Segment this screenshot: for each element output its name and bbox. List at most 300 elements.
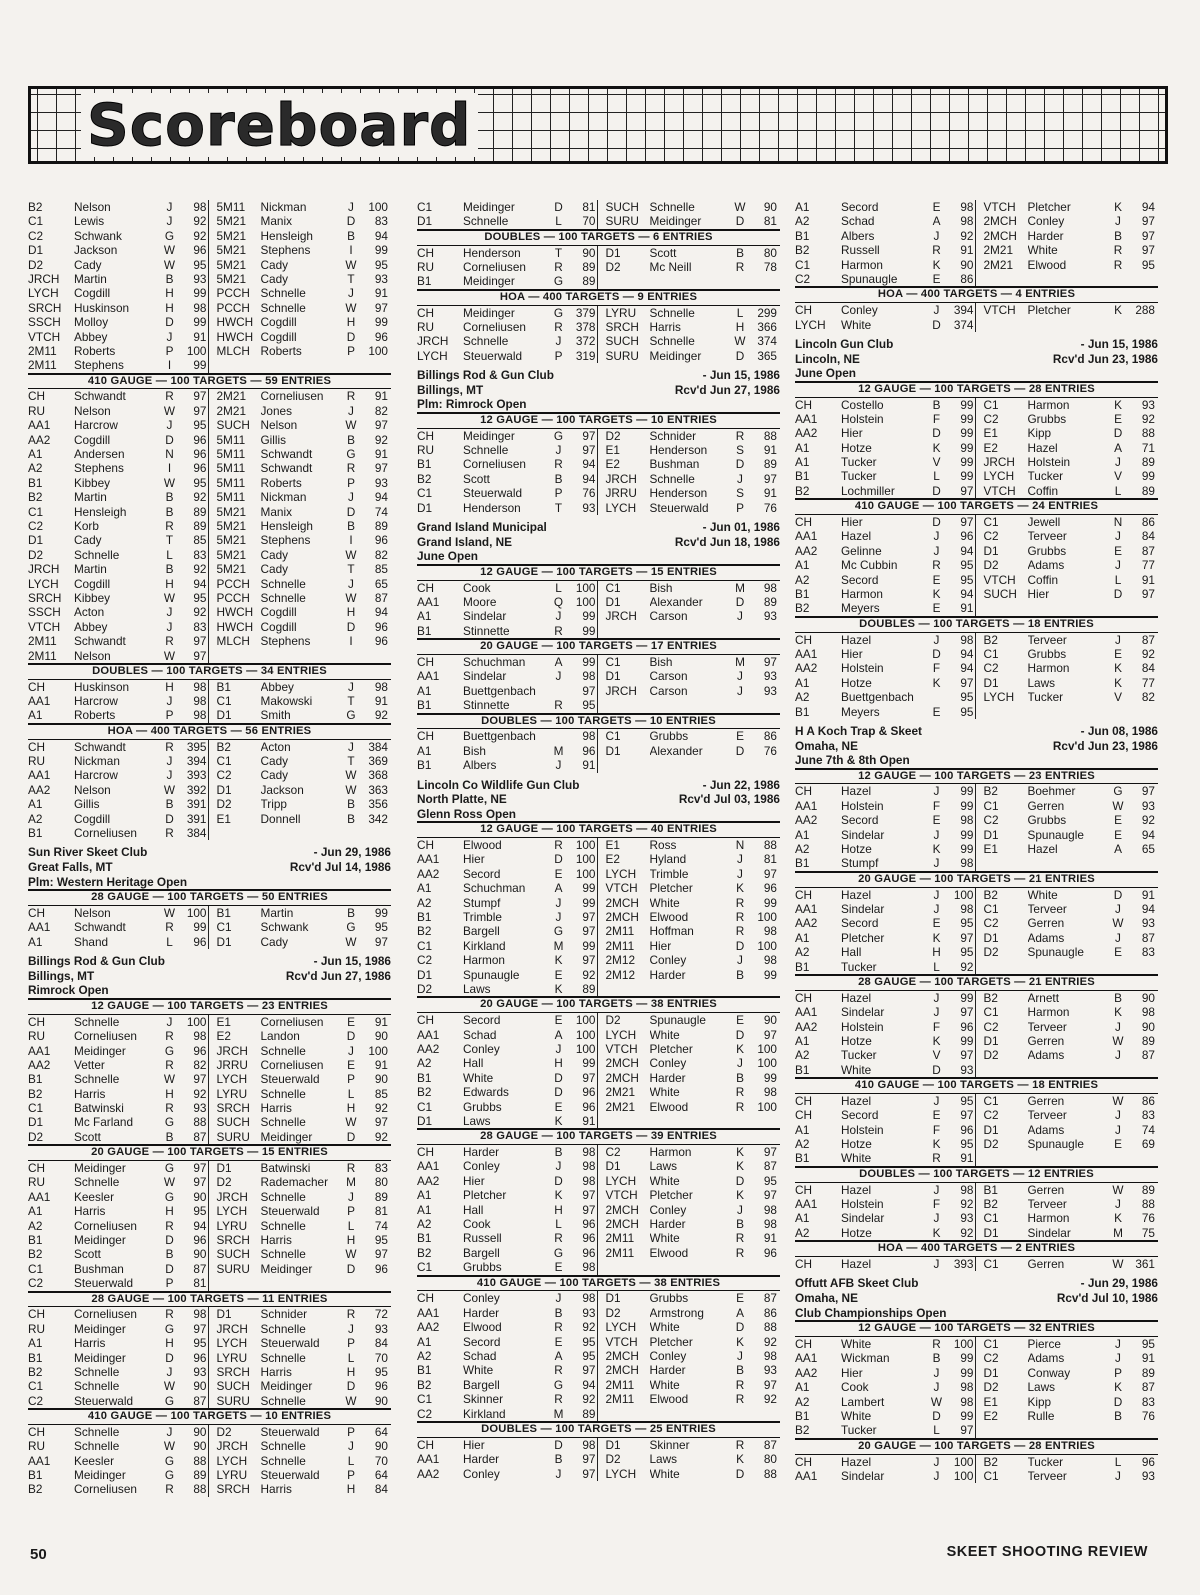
- score: 93: [582, 1305, 596, 1320]
- shooter-name: Landon: [260, 1029, 300, 1044]
- shooter-name: Mc Cubbin: [841, 558, 898, 573]
- score: 99: [960, 440, 974, 455]
- shooter-name: White: [463, 1363, 494, 1378]
- shooter-name: Gerren: [1027, 798, 1065, 813]
- result-entry: [210, 258, 392, 272]
- result-entry: [795, 601, 977, 615]
- class-code: E2: [216, 1029, 231, 1044]
- result-entry: [599, 684, 781, 698]
- result-entry: [977, 484, 1159, 498]
- class-code: CH: [417, 580, 435, 595]
- result-entry: [795, 484, 977, 498]
- shooter-name: Secord: [841, 916, 879, 931]
- class-code: C2: [605, 1145, 621, 1160]
- score: 89: [763, 595, 777, 609]
- shooter-initial: K: [1114, 397, 1122, 412]
- shooter-name: Huskinson: [74, 300, 130, 315]
- shooter-initial: H: [165, 576, 174, 591]
- shooter-name: Pletcher: [463, 1188, 507, 1203]
- shooter-initial: H: [346, 1233, 356, 1247]
- class-code: AA1: [795, 1468, 818, 1483]
- class-code: C1: [983, 397, 999, 412]
- result-entry: [210, 505, 392, 519]
- shooter-name: Harmon: [1027, 397, 1070, 412]
- class-code: D1: [983, 1122, 999, 1137]
- shooter-initial: K: [1114, 200, 1122, 214]
- score: 97: [960, 1423, 974, 1438]
- shooter-initial: B: [347, 797, 355, 812]
- shooter-initial: B: [932, 1351, 941, 1366]
- result-entry: [417, 1100, 599, 1114]
- score: 99: [374, 243, 388, 258]
- shooter-initial: B: [347, 432, 355, 447]
- shooter-name: Harcrow: [74, 418, 118, 433]
- result-entry: [417, 472, 599, 486]
- result-entry: [210, 533, 392, 547]
- shooter-name: Sindelar: [841, 902, 885, 917]
- score: 97: [582, 910, 596, 925]
- event-header: 20 GAUGE — 100 TARGETS — 28 ENTRIES: [795, 1438, 1158, 1455]
- result-entry: [417, 881, 599, 895]
- class-code: AA1: [417, 1305, 440, 1320]
- club-line: [417, 368, 780, 383]
- shooter-initial: [733, 982, 747, 996]
- result-entry: [417, 1438, 599, 1452]
- score: 74: [374, 1218, 388, 1233]
- shooter-initial: J: [348, 403, 354, 418]
- shooter-initial: J: [1115, 214, 1121, 229]
- shooter-name: Jackson: [260, 782, 304, 797]
- shooter-initial: P: [347, 1468, 355, 1483]
- class-code: C1: [216, 694, 232, 709]
- result-entry: [599, 200, 781, 214]
- class-code: C1: [216, 754, 232, 769]
- shooter-initial: E: [1114, 411, 1122, 426]
- result-row: [417, 1100, 780, 1114]
- result-entry: [795, 258, 977, 272]
- shooter-name: Meidinger: [260, 1129, 313, 1144]
- shooter-name: Grubbs: [1027, 543, 1067, 558]
- result-entry: [795, 799, 977, 813]
- shooter-initial: K: [736, 1145, 744, 1160]
- result-entry: [977, 1063, 1159, 1077]
- shooter-initial: [1111, 960, 1125, 974]
- shooter-name: Schwandt: [74, 920, 126, 935]
- score: 87: [193, 1129, 207, 1144]
- class-code: A2: [795, 1225, 810, 1240]
- result-entry: [28, 1058, 210, 1072]
- club-date: Rcv'd Jun 23, 1986: [1052, 351, 1158, 366]
- result-row: [28, 740, 391, 754]
- shooter-initial: K: [736, 1334, 744, 1349]
- shooter-initial: J: [166, 768, 173, 783]
- club-line: [28, 983, 391, 998]
- result-entry: [795, 647, 977, 661]
- shooter-initial: B: [347, 811, 355, 826]
- result-entry: [795, 1211, 977, 1225]
- result-row: [28, 505, 391, 519]
- shooter-name: Steuerwald: [74, 1393, 134, 1408]
- result-entry: [28, 1468, 210, 1482]
- score: [747, 758, 780, 772]
- result-row: [795, 916, 1158, 930]
- class-code: SRCH: [216, 1364, 250, 1379]
- shooter-initial: J: [348, 1439, 354, 1454]
- result-row: [417, 1378, 780, 1392]
- shooter-name: Hoffman: [649, 924, 694, 939]
- page-title: Scoreboard: [81, 93, 478, 157]
- class-code: CH: [28, 1161, 46, 1176]
- score: 98: [763, 580, 777, 595]
- shooter-name: [1028, 318, 1112, 332]
- class-code: AA1: [795, 529, 818, 544]
- result-entry: [417, 1028, 599, 1042]
- result-entry: [417, 1246, 599, 1260]
- shooter-name: Meyers: [841, 601, 880, 616]
- shooter-initial: I: [167, 461, 172, 476]
- club-date: - Jun 22, 1986: [702, 777, 780, 792]
- shooter-initial: R: [735, 1392, 745, 1407]
- shooter-name: Schnelle: [649, 334, 695, 349]
- shooter-initial: P: [165, 343, 174, 358]
- result-entry: [210, 519, 392, 533]
- score: 93: [1141, 798, 1155, 813]
- shooter-initial: J: [1115, 930, 1121, 945]
- shooter-initial: J: [737, 1056, 743, 1071]
- result-entry: [977, 1469, 1159, 1483]
- shooter-initial: J: [933, 856, 940, 871]
- result-entry: [417, 1159, 599, 1173]
- score: 97: [960, 1005, 974, 1020]
- score: 100: [575, 595, 596, 609]
- class-code: A1: [795, 440, 810, 455]
- score: 96: [193, 447, 207, 462]
- score: 90: [960, 257, 974, 272]
- event-header: 12 GAUGE — 100 TARGETS — 23 ENTRIES: [28, 998, 391, 1015]
- shooter-name: Sindelar: [841, 1468, 885, 1483]
- result-row: [28, 1379, 391, 1393]
- result-entry: [417, 758, 599, 772]
- shooter-name: Cook: [463, 1217, 491, 1232]
- club-line: [417, 807, 780, 822]
- result-row: [417, 1056, 780, 1070]
- score: 85: [374, 1086, 388, 1101]
- shooter-initial: N: [735, 838, 745, 853]
- shooter-name: Korb: [74, 519, 99, 533]
- result-entry: [210, 1394, 392, 1408]
- class-code: CH: [28, 1014, 46, 1029]
- result-entry: [210, 1130, 392, 1144]
- shooter-name: Meidinger: [463, 428, 515, 443]
- result-entry: [977, 214, 1159, 228]
- score: 78: [763, 259, 777, 274]
- shooter-name: Jones: [260, 403, 292, 418]
- class-code: PCCH: [216, 576, 250, 591]
- class-code: CH: [417, 428, 435, 443]
- shooter-initial: R: [346, 1161, 356, 1176]
- results-table: [417, 655, 780, 713]
- result-entry: [599, 1042, 781, 1056]
- shooter-name: Scott: [463, 471, 490, 486]
- score: [358, 1276, 391, 1290]
- score: 94: [582, 471, 596, 486]
- shooter-initial: [1111, 1423, 1125, 1437]
- result-row: [28, 680, 391, 694]
- shooter-name: Shand: [74, 934, 109, 949]
- result-row: [795, 705, 1158, 719]
- shooter-name: Scott: [649, 245, 677, 260]
- class-code: 2M21: [216, 403, 247, 418]
- result-row: [28, 200, 391, 214]
- score: 90: [1141, 1019, 1155, 1034]
- result-entry: [795, 931, 977, 945]
- result-entry: [795, 272, 977, 286]
- shooter-initial: R: [735, 1099, 745, 1114]
- shooter-name: Harmon: [649, 1145, 692, 1160]
- result-entry: [795, 888, 977, 902]
- club-date: Rcv'd Jun 27, 1986: [674, 382, 780, 397]
- score: 84: [374, 1482, 388, 1497]
- shooter-name: Steuerwald: [260, 1336, 320, 1351]
- class-code: LYCH: [983, 690, 1015, 705]
- club-line: [28, 860, 391, 875]
- score: 91: [763, 1231, 777, 1246]
- magazine-name: SKEET SHOOTING REVIEW: [946, 1544, 1148, 1560]
- result-entry: [599, 1056, 781, 1070]
- score: 92: [193, 214, 207, 229]
- score: 88: [193, 1482, 207, 1497]
- score: 374: [757, 334, 777, 349]
- shooter-name: Tucker: [841, 469, 877, 484]
- event-header: DOUBLES — 100 TARGETS — 6 ENTRIES: [417, 229, 780, 246]
- shooter-name: Stephens: [74, 461, 124, 476]
- results-table: [417, 1013, 780, 1128]
- score: 95: [960, 945, 974, 960]
- result-row: [28, 634, 391, 648]
- result-row: [795, 1020, 1158, 1034]
- result-entry: [599, 457, 781, 471]
- result-entry: [210, 1175, 392, 1189]
- shooter-name: Henderson: [649, 486, 708, 501]
- result-entry: [417, 1114, 599, 1128]
- shooter-name: Alexander: [649, 595, 703, 609]
- score: 94: [1141, 200, 1155, 214]
- score: 89: [582, 981, 596, 996]
- shooter-name: Nelson: [74, 403, 111, 418]
- result-row: [417, 595, 780, 609]
- score: 95: [193, 418, 207, 433]
- result-entry: [28, 404, 210, 418]
- shooter-initial: J: [166, 214, 173, 229]
- class-code: 2MCH: [605, 1348, 639, 1363]
- score: [747, 698, 780, 712]
- result-entry: [977, 705, 1159, 719]
- score: 96: [582, 1231, 596, 1246]
- result-entry: [977, 1123, 1159, 1137]
- club-date: - Jun 15, 1986: [702, 368, 780, 383]
- shooter-initial: H: [735, 319, 745, 334]
- result-row: [417, 581, 780, 595]
- shooter-initial: J: [737, 683, 743, 698]
- score: 92: [960, 959, 974, 974]
- event-header: 12 GAUGE — 100 TARGETS — 23 ENTRIES: [795, 768, 1158, 785]
- result-row: [28, 330, 391, 344]
- result-entry: [417, 729, 599, 743]
- result-entry: [28, 634, 210, 648]
- result-entry: [795, 1423, 977, 1437]
- score: 96: [193, 461, 207, 476]
- shooter-initial: J: [933, 228, 940, 243]
- score: 76: [1141, 1211, 1155, 1226]
- result-entry: [795, 1048, 977, 1062]
- class-code: B1: [795, 586, 810, 601]
- class-code: AA2: [795, 916, 818, 931]
- class-code: 5M21: [216, 547, 247, 562]
- class-code: AA2: [28, 782, 51, 797]
- class-code: E1: [983, 1394, 998, 1409]
- result-entry: [28, 1219, 210, 1233]
- class-code: C1: [983, 646, 999, 661]
- result-row: [417, 1392, 780, 1406]
- result-row: [795, 1226, 1158, 1240]
- shooter-initial: E: [932, 704, 941, 719]
- score: 99: [582, 1056, 596, 1071]
- score: 92: [582, 1320, 596, 1335]
- shooter-name: Donnell: [260, 811, 301, 826]
- result-entry: [28, 797, 210, 811]
- shooter-name: Batwinski: [74, 1101, 124, 1116]
- class-code: C1: [28, 1379, 44, 1394]
- shooter-name: Schnelle: [260, 1189, 306, 1204]
- shooter-initial: D: [346, 1379, 356, 1394]
- score: 94: [960, 586, 974, 601]
- shooter-name: Harris: [74, 1204, 106, 1219]
- shooter-name: Adams: [1027, 1048, 1065, 1063]
- shooter-name: Stephens: [260, 533, 311, 548]
- class-code: D2: [28, 1129, 44, 1144]
- class-code: VTCH: [983, 572, 1016, 587]
- score: 93: [960, 1062, 974, 1077]
- result-entry: [977, 426, 1159, 440]
- result-entry: [210, 1276, 392, 1290]
- shooter-name: Trimble: [463, 910, 502, 925]
- score: 92: [582, 967, 596, 982]
- shooter-initial: D: [932, 646, 941, 661]
- club-detail: Sun River Skeet Club: [28, 845, 148, 860]
- shooter-name: Cook: [463, 580, 491, 595]
- shooter-initial: L: [1114, 572, 1122, 587]
- result-entry: [417, 581, 599, 595]
- class-code: A2: [417, 1217, 432, 1232]
- class-code: B2: [983, 632, 998, 647]
- class-code: VTCH: [605, 881, 638, 896]
- shooter-initial: P: [554, 348, 563, 363]
- class-code: D2: [605, 1305, 621, 1320]
- score: 93: [193, 271, 207, 286]
- shooter-name: Martin: [74, 271, 107, 286]
- class-code: CH: [28, 739, 46, 754]
- club-detail: Omaha, NE: [795, 738, 858, 753]
- result-entry: [417, 838, 599, 852]
- class-code: AA1: [28, 768, 51, 783]
- shooter-name: Hier: [841, 646, 863, 661]
- result-row: [28, 229, 391, 243]
- score: 90: [193, 1424, 207, 1439]
- class-code: B1: [28, 1468, 43, 1483]
- result-entry: [210, 1161, 392, 1175]
- shooter-initial: G: [346, 447, 356, 462]
- score: 94: [193, 1218, 207, 1233]
- result-row: [28, 708, 391, 722]
- class-code: B1: [795, 704, 810, 719]
- shooter-name: Acton: [260, 739, 291, 754]
- shooter-initial: J: [933, 1093, 940, 1108]
- class-code: LYCH: [605, 1173, 637, 1188]
- class-code: CH: [28, 1307, 46, 1322]
- club-date: - Jun 01, 1986: [702, 520, 780, 535]
- score: 98: [763, 924, 777, 939]
- shooter-initial: M: [553, 743, 564, 758]
- class-code: D2: [605, 259, 621, 274]
- class-code: D1: [605, 595, 621, 609]
- result-entry: [210, 1482, 392, 1496]
- class-code: JRCH: [28, 562, 60, 577]
- score: 100: [757, 910, 777, 925]
- class-code: CH: [28, 905, 46, 920]
- score: 97: [582, 1466, 596, 1481]
- shooter-name: Holstein: [841, 1019, 884, 1034]
- result-entry: [795, 558, 977, 572]
- shooter-name: [261, 358, 345, 372]
- shooter-name: Smith: [260, 708, 291, 723]
- class-code: CH: [417, 1145, 435, 1160]
- score: 98: [960, 1394, 974, 1409]
- result-row: [417, 968, 780, 982]
- class-code: JRRU: [216, 1057, 248, 1072]
- result-row: [795, 1366, 1158, 1380]
- result-row: [417, 896, 780, 910]
- shooter-name: Secord: [463, 1013, 501, 1028]
- result-row: [417, 1203, 780, 1217]
- result-entry: [977, 1005, 1159, 1019]
- class-code: RU: [28, 1029, 46, 1044]
- class-code: A2: [795, 572, 810, 587]
- column-3: [795, 200, 1158, 1483]
- class-code: 2M11: [605, 1392, 635, 1407]
- class-code: HWCH: [216, 605, 254, 620]
- scoreboard-banner: [28, 86, 1168, 164]
- score: 97: [960, 1108, 974, 1123]
- shooter-initial: H: [165, 286, 174, 301]
- club-line: [795, 1291, 1158, 1306]
- club-date: - Jun 15, 1986: [313, 954, 391, 969]
- class-code: D1: [28, 1115, 44, 1130]
- club-date: Rcv'd Jun 18, 1986: [674, 534, 780, 549]
- score: 86: [763, 729, 777, 744]
- shooter-initial: D: [735, 743, 745, 758]
- score: 94: [374, 228, 388, 243]
- score: 98: [960, 200, 974, 214]
- shooter-name: Holstein: [841, 1197, 884, 1212]
- shooter-name: Laws: [649, 1159, 678, 1174]
- results-table: [795, 1183, 1158, 1241]
- shooter-initial: E: [932, 601, 941, 616]
- score: 92: [582, 1392, 596, 1407]
- result-entry: [977, 303, 1159, 317]
- class-code: AA1: [28, 1043, 51, 1058]
- class-code: B2: [417, 924, 432, 939]
- score: 81: [763, 852, 777, 867]
